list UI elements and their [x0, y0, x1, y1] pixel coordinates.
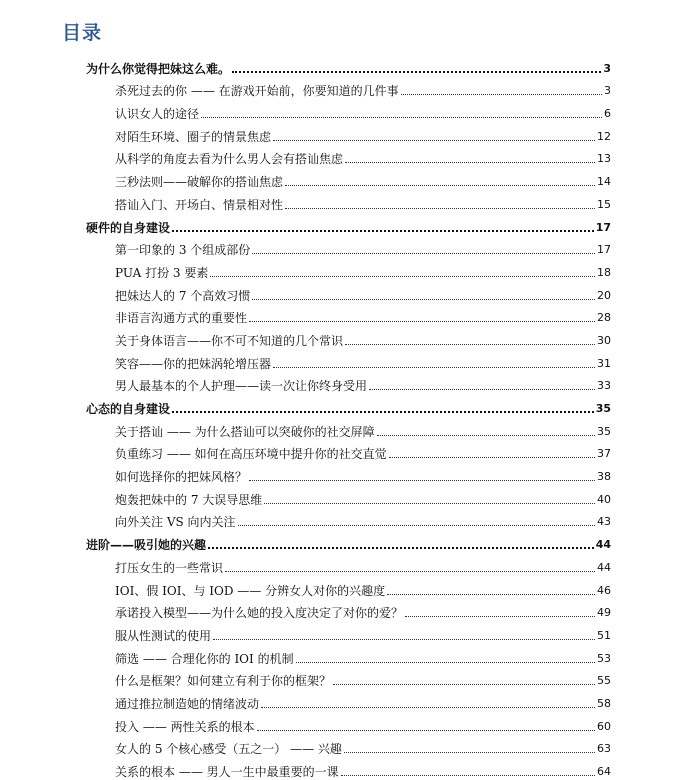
dot-leader [405, 616, 595, 617]
toc-entry[interactable] [0, 667, 674, 690]
toc-entry[interactable] [0, 689, 674, 712]
toc-entry-title: 通过推拉制造她的情绪波动 [115, 696, 260, 711]
toc-entry[interactable] [0, 304, 674, 327]
dot-leader [285, 185, 595, 186]
toc-entry-title: 认识女人的途径 [115, 107, 200, 122]
toc-entry-title: 承诺投入模型——为什么她的投入度决定了对你的爱？ [115, 606, 404, 621]
toc-entry-title: 硬件的自身建设 [86, 220, 171, 235]
toc-entry-page: 43 [597, 515, 611, 529]
toc-entry[interactable] [0, 417, 674, 440]
toc-entry-title: 如何选择你的把妹风格？ [115, 470, 248, 485]
toc-entry[interactable] [0, 576, 674, 599]
dot-leader [249, 321, 595, 322]
toc-entry-page: 20 [597, 288, 611, 302]
toc-entry-title: PUA 打扮 3 要素 [115, 265, 209, 280]
dot-leader [238, 525, 595, 526]
dot-leader [341, 775, 595, 776]
toc-entry[interactable] [0, 712, 674, 735]
toc-entry[interactable] [0, 599, 674, 622]
toc-entry-title: 筛选 —— 合理化你的 IOI 的机制 [115, 651, 294, 666]
toc-entry-title: 女人的 5 个核心感受（五之一） —— 兴趣 [115, 742, 342, 757]
dot-leader [285, 208, 595, 209]
toc-entry[interactable] [0, 485, 674, 508]
toc-entry-title: 笑容——你的把妹涡轮增压器 [115, 356, 272, 371]
dot-leader [257, 730, 595, 731]
toc-list [0, 54, 674, 780]
toc-entry[interactable] [0, 190, 674, 213]
toc-entry-page: 44 [595, 538, 611, 552]
toc-entry[interactable] [0, 349, 674, 372]
toc-entry[interactable] [0, 462, 674, 485]
dot-leader [377, 435, 595, 436]
dot-leader [344, 752, 595, 753]
toc-entry[interactable] [0, 281, 674, 304]
toc-entry-page: 17 [595, 220, 611, 234]
dot-leader [333, 684, 595, 685]
dot-leader [273, 140, 595, 141]
toc-entry[interactable] [0, 258, 674, 281]
dot-leader [213, 639, 595, 640]
toc-entry-page: 33 [597, 379, 611, 393]
toc-entry-page: 18 [597, 265, 611, 279]
toc-entry-title: 搭讪入门、开场白、情景相对性 [115, 197, 284, 212]
toc-entry-page: 35 [595, 402, 611, 415]
dot-leader [252, 299, 595, 300]
toc-entry-title: 打压女生的一些常识 [115, 560, 224, 575]
toc-entry[interactable] [0, 213, 674, 236]
toc-entry[interactable] [0, 757, 674, 780]
dot-leader [252, 253, 595, 254]
toc-entry-title: 非语言沟通方式的重要性 [115, 311, 248, 326]
toc-entry-page: 15 [597, 197, 611, 211]
toc-entry-page: 38 [597, 470, 611, 484]
toc-entry-title: 把妹达人的 7 个高效习惯 [115, 288, 251, 303]
toc-entry-title: 从科学的角度去看为什么男人会有搭讪焦虑 [115, 152, 344, 167]
toc-entry[interactable] [0, 530, 674, 553]
toc-entry-page: 35 [597, 424, 611, 438]
toc-entry[interactable] [0, 372, 674, 395]
dot-leader [261, 707, 595, 708]
toc-entry-title: 关于搭讪 —— 为什么搭讪可以突破你的社交屏障 [115, 424, 375, 439]
toc-entry-title: 向外关注 VS 向内关注 [115, 515, 236, 530]
dot-leader [210, 276, 595, 277]
toc-entry-page: 49 [597, 606, 611, 620]
toc-entry-page: 30 [597, 333, 611, 347]
toc-entry-page: 44 [597, 560, 611, 574]
toc-entry[interactable] [0, 167, 674, 190]
toc-entry-title: 什么是框架？如何建立有利于你的框架？ [115, 674, 332, 689]
dot-leader [389, 457, 595, 458]
dot-leader [201, 117, 602, 118]
toc-entry-page: 6 [604, 107, 611, 121]
toc-entry-title: 投入 —— 两性关系的根本 [115, 719, 255, 734]
toc-entry[interactable] [0, 77, 674, 100]
toc-entry-page: 28 [597, 311, 611, 325]
toc-entry-page: 3 [603, 61, 611, 75]
toc-entry-page: 46 [597, 583, 611, 597]
toc-entry[interactable] [0, 122, 674, 145]
toc-entry[interactable] [0, 644, 674, 667]
toc-entry-title: 炮轰把妹中的 7 大误导思维 [115, 492, 263, 507]
toc-entry-title: 第一印象的 3 个组成部份 [115, 243, 251, 258]
toc-entry-title: 为什么你觉得把妹这么难。 [86, 61, 231, 76]
dot-leader [172, 411, 594, 413]
dot-leader [273, 367, 595, 368]
dot-leader [172, 230, 594, 232]
toc-entry-title: 男人最基本的个人护理——读一次让你终身受用 [115, 379, 368, 394]
toc-entry[interactable] [0, 508, 674, 531]
toc-entry-page: 51 [597, 628, 611, 642]
toc-entry[interactable] [0, 326, 674, 349]
toc-entry-page: 31 [597, 356, 611, 370]
toc-entry[interactable] [0, 99, 674, 122]
toc-entry-page: 40 [597, 492, 611, 506]
toc-entry[interactable] [0, 440, 674, 463]
toc-entry[interactable] [0, 236, 674, 259]
dot-leader [387, 594, 595, 595]
dot-leader [232, 71, 601, 73]
toc-entry-page: 60 [597, 719, 611, 733]
toc-entry-page: 14 [597, 175, 611, 189]
toc-entry-page: 13 [597, 152, 611, 166]
toc-entry-title: 杀死过去的你 —— 在游戏开始前，你要知道的几件事 [115, 84, 399, 99]
toc-entry-title: 关于身体语言——你不可不知道的几个常识 [115, 333, 344, 348]
toc-entry-title: 进阶——吸引她的兴趣 [86, 538, 207, 553]
toc-entry-page: 53 [597, 651, 611, 665]
toc-entry-page: 3 [604, 84, 611, 98]
toc-entry-page: 12 [597, 129, 611, 143]
toc-heading: 目录 [62, 22, 103, 44]
toc-entry-title: 心态的自身建设 [86, 402, 171, 416]
toc-entry-title: 服从性测试的使用 [115, 628, 212, 643]
toc-entry[interactable] [0, 394, 674, 417]
toc-entry[interactable] [0, 145, 674, 168]
dot-leader [345, 344, 595, 345]
toc-entry-page: 55 [597, 674, 611, 688]
toc-entry-title: 三秒法则——破解你的搭讪焦虑 [115, 175, 284, 190]
dot-leader [401, 94, 602, 95]
toc-entry[interactable] [0, 54, 674, 77]
toc-entry[interactable] [0, 621, 674, 644]
dot-leader [225, 571, 595, 572]
dot-leader [345, 162, 595, 163]
dot-leader [369, 389, 595, 390]
toc-entry-page: 37 [597, 447, 611, 461]
dot-leader [249, 480, 595, 481]
toc-entry-title: IOI、假 IOI、与 IOD —— 分辨女人对你的兴趣度 [115, 583, 386, 598]
dot-leader [264, 503, 595, 504]
toc-entry-page: 58 [597, 696, 611, 710]
toc-entry-title: 关系的根本 —— 男人一生中最重要的一课 [115, 765, 339, 779]
dot-leader [296, 662, 595, 663]
toc-entry-page: 17 [597, 243, 611, 257]
toc-entry-title: 对陌生环境、圈子的情景焦虑 [115, 129, 272, 144]
toc-entry-page: 64 [597, 765, 611, 778]
toc-entry-page: 63 [597, 742, 611, 756]
dot-leader [208, 547, 594, 549]
toc-entry[interactable] [0, 553, 674, 576]
toc-entry-title: 负重练习 —— 如何在高压环境中提升你的社交直觉 [115, 447, 387, 462]
